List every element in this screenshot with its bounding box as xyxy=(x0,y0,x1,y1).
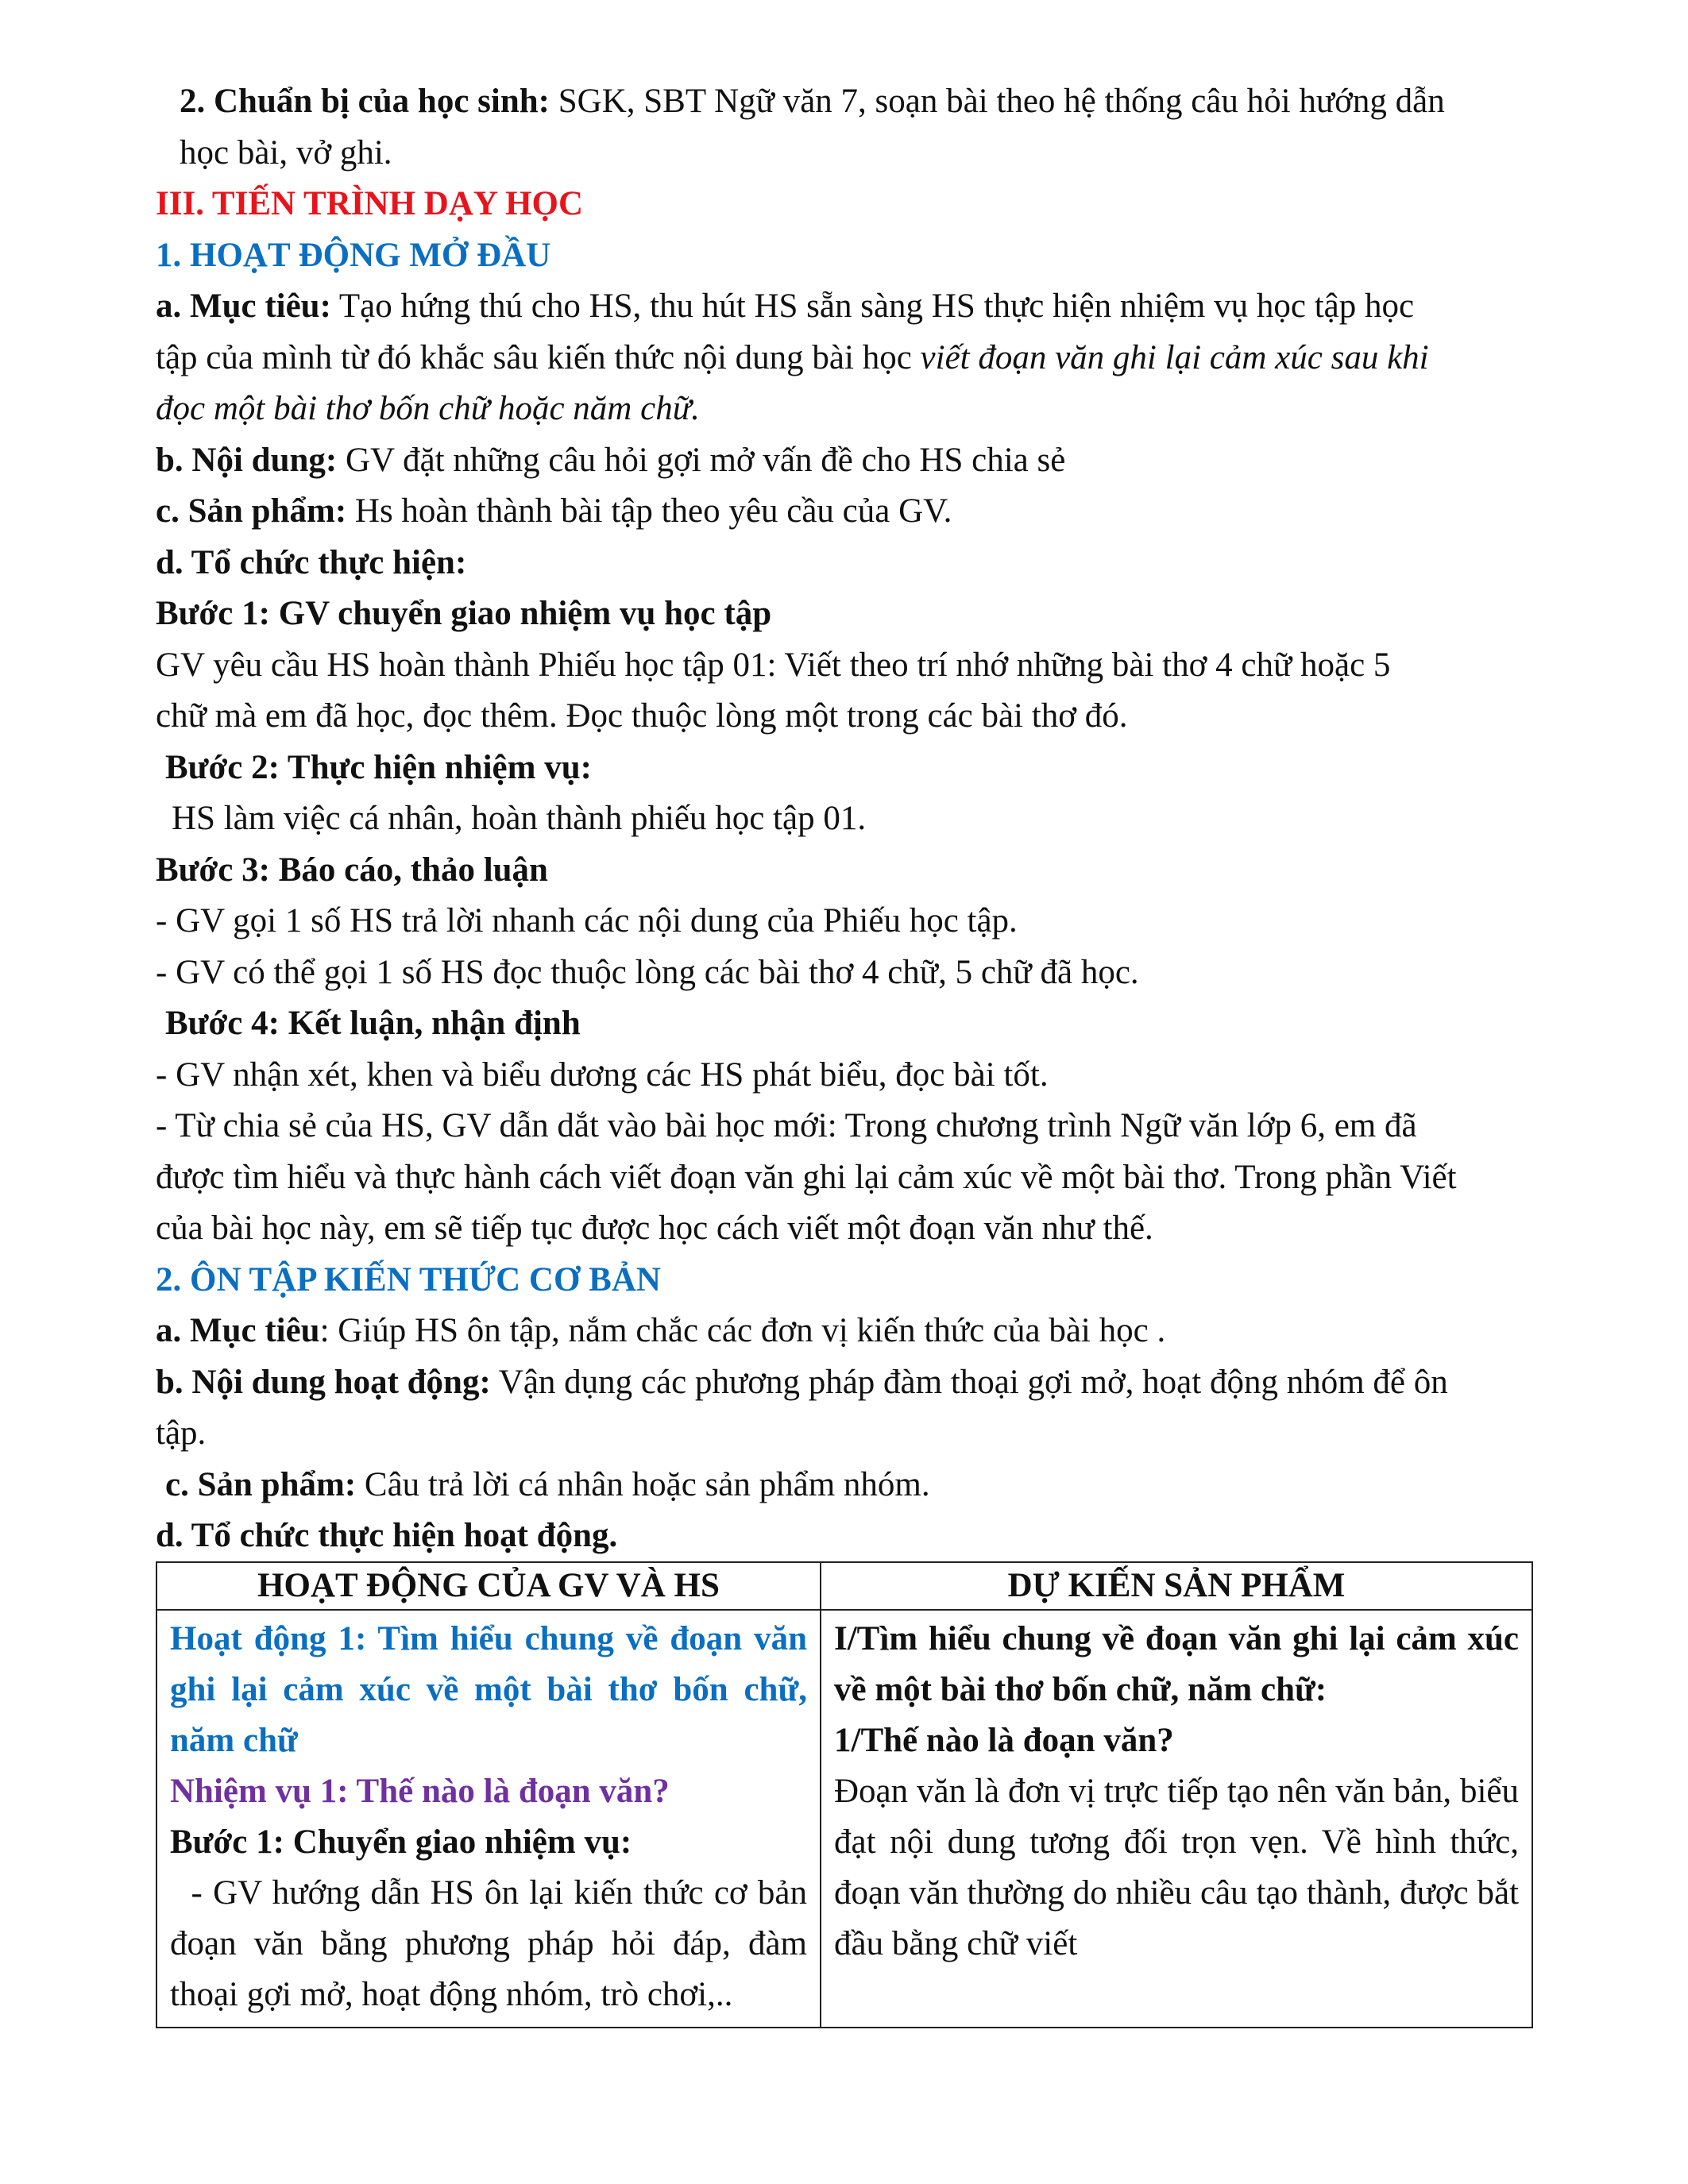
activity1-goal-line-1 xyxy=(156,281,1609,333)
table-step-label: Bước 1: Chuyển giao nhiệm vụ: xyxy=(170,1823,632,1861)
activity1-content xyxy=(156,435,1609,487)
step2-heading: Bước 2: Thực hiện nhiệm vụ: xyxy=(165,748,592,786)
section-title-process: III. TIẾN TRÌNH DẠY HỌC xyxy=(156,185,584,222)
step3-text-2: - GV có thể gọi 1 số HS đọc thuộc lòng các bài thơ 4 chữ, 5 chữ đã học. xyxy=(156,953,1139,991)
table-step-text: - GV hướng dẫn HS ôn lại kiến thức cơ bản đoạn văn bằng phương pháp hỏi đáp, đàm thoại gợi mở, hoạt động nhóm, trò chơi,.. xyxy=(170,1874,816,2013)
student-prep-label: 2. Chuẩn bị của học sinh: xyxy=(180,83,550,120)
student-prep-line-1 xyxy=(156,76,1609,128)
step3-text-1: - GV gọi 1 số HS trả lời nhanh các nội dung của Phiếu học tập. xyxy=(156,902,1018,940)
step4-text-3: được tìm hiểu và thực hành cách viết đoạn văn ghi lại cảm xúc về một bài thơ. Trong phần Viết xyxy=(156,1158,1457,1196)
activity1-title: 1. HOẠT ĐỘNG MỞ ĐẦU xyxy=(156,236,551,274)
activity2-content-text: Vận dụng các phương pháp đàm thoại gợi mở, hoạt động nhóm để ôn xyxy=(490,1363,1448,1401)
step2-text: HS làm việc cá nhân, hoàn thành phiếu học tập 01. xyxy=(172,800,867,837)
step4-text-4: của bài học này, em sẽ tiếp tục được học cách viết một đoạn văn như thế. xyxy=(156,1210,1153,1247)
activity-table xyxy=(156,1561,1533,2028)
activity2-title: 2. ÔN TẬP KIẾN THỨC CƠ BẢN xyxy=(156,1260,661,1298)
step1-heading: Bước 1: GV chuyển giao nhiệm vụ học tập xyxy=(156,595,772,632)
activity1-goal-line-2 xyxy=(156,333,1609,384)
table-task-title: Nhiệm vụ 1: Thế nào là đoạn văn? xyxy=(170,1773,670,1810)
activity2-product xyxy=(156,1460,1609,1511)
table-row xyxy=(156,1610,1532,2028)
step3-heading: Bước 3: Báo cáo, thảo luận xyxy=(156,851,548,889)
step4-text-2: - Từ chia sẻ của HS, GV dẫn dắt vào bài học mới: Trong chương trình Ngữ văn lớp 6, em đã xyxy=(156,1107,1417,1144)
activity2-org: d. Tổ chức thực hiện hoạt động. xyxy=(156,1517,618,1554)
activity2-product-text: Câu trả lời cá nhân hoặc sản phẩm nhóm. xyxy=(356,1465,930,1503)
step1-text-2: chữ mà em đã học, đọc thêm. Đọc thuộc lòng một trong các bài thơ đó. xyxy=(156,697,1128,735)
table-header-right: DỰ KIẾN SẢN PHẨM xyxy=(821,1562,1532,1610)
goal-text-2: tập của mình từ đó khắc sâu kiến thức nội dung bài học xyxy=(156,338,921,376)
table-activity-title: Hoạt động 1: Tìm hiểu chung về đoạn văn ghi lại cảm xúc về một bài thơ bốn chữ, năm chữ xyxy=(170,1620,807,1759)
product-label: c. Sản phẩm: xyxy=(156,492,347,530)
student-prep-text: SGK, SBT Ngữ văn 7, soạn bài theo hệ thống câu hỏi hướng dẫn xyxy=(550,83,1445,120)
step4-text-1: - GV nhận xét, khen và biểu dương các HS phát biểu, đọc bài tốt. xyxy=(156,1055,1049,1094)
activity2-content-line-2: tập. xyxy=(156,1414,207,1452)
table-question-title: 1/Thế nào là đoạn văn? xyxy=(834,1722,1174,1759)
step1-text-1: GV yêu cầu HS hoàn thành Phiếu học tập 01: Viết theo trí nhớ những bài thơ 4 chữ hoặc 5 xyxy=(156,646,1391,684)
content-text: GV đặt những câu hỏi gợi mở vấn đề cho HS chia sẻ xyxy=(337,441,1066,479)
activity1-product xyxy=(156,486,1609,538)
activity2-product-label: c. Sản phẩm: xyxy=(165,1465,357,1503)
goal-label: a. Mục tiêu: xyxy=(156,287,331,325)
student-prep-line-2: học bài, vở ghi. xyxy=(180,133,392,172)
activity1-goal-line-3: đọc một bài thơ bốn chữ hoặc năm chữ. xyxy=(156,390,700,427)
table-cell-expected-product xyxy=(821,1610,1532,2028)
activity2-content-label: b. Nội dung hoạt động: xyxy=(156,1363,491,1401)
activity2-goal-label: a. Mục tiêu xyxy=(156,1312,320,1349)
product-text: Hs hoàn thành bài tập theo yêu cầu của GV. xyxy=(346,492,952,530)
table-section-title: I/Tìm hiểu chung về đoạn văn ghi lại cảm xúc về một bài thơ bốn chữ, năm chữ: xyxy=(834,1620,1519,1708)
content-label: b. Nội dung: xyxy=(156,441,338,479)
activity2-goal xyxy=(156,1306,1609,1357)
document-page xyxy=(156,76,1609,1562)
goal-text: Tạo hứng thú cho HS, thu hút HS sẵn sàng HS thực hiện nhiệm vụ học tập học xyxy=(330,287,1415,325)
table-cell-teacher-student xyxy=(156,1610,821,2028)
activity1-org: d. Tổ chức thực hiện: xyxy=(156,543,467,581)
step4-heading: Bước 4: Kết luận, nhận định xyxy=(165,1005,581,1042)
table-header-left: HOẠT ĐỘNG CỦA GV VÀ HS xyxy=(156,1562,821,1610)
goal-italic-1: viết đoạn văn ghi lại cảm xúc sau khi xyxy=(920,338,1429,376)
activity2-content-line-1 xyxy=(156,1357,1609,1409)
table-answer-text: Đoạn văn là đơn vị trực tiếp tạo nên văn bản, biểu đạt nội dung tương đối trọn vẹn. Về hình thức, đoạn văn thường do nhiều câu tạo thành, được bắt đầu bằng chữ viết xyxy=(834,1773,1519,1962)
activity2-goal-text: : Giúp HS ôn tập, nắm chắc các đơn vị kiến thức của bài học . xyxy=(319,1312,1166,1349)
table-header-row xyxy=(156,1562,1532,1610)
